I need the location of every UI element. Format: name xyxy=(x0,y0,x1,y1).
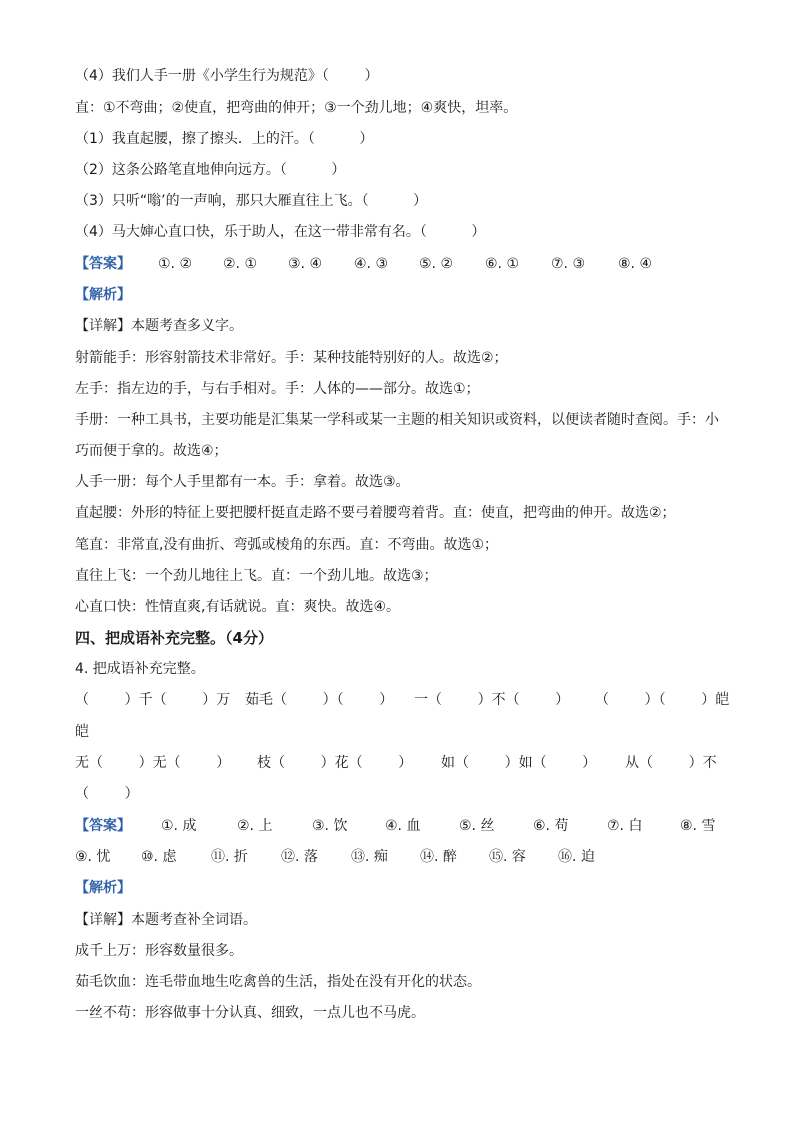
answer-item: ②. ① xyxy=(223,256,258,272)
analysis-line: 直往上飞：一个劲儿地往上飞。直：一个劲儿地。故选③； xyxy=(75,568,438,584)
analysis-line: 【详解】本题考查补全词语。 xyxy=(75,912,257,928)
answer-item: ①. 成 xyxy=(161,818,197,834)
idiom-row xyxy=(75,690,730,710)
answer-item: ②. 上 xyxy=(237,818,273,834)
answer-item: ⑤. ② xyxy=(419,256,454,272)
answer-item: ⑦. 白 xyxy=(607,818,643,834)
analysis-line: 一丝不苟：形容做事十分认真、细致，一点儿也不马虎。 xyxy=(75,1005,425,1021)
answer-item: ⑫. 落 xyxy=(281,849,318,865)
question-line: （2）这条公路笔直地伸向远方。（ ） xyxy=(75,162,346,178)
answer-item: ④. ③ xyxy=(354,256,389,272)
analysis-line: 射箭能手：形容射箭技术非常好。手：某种技能特别好的人。故选②； xyxy=(75,350,508,366)
answer-item: ⑨. 忧 xyxy=(75,849,111,865)
answer-item: ⑭. 醉 xyxy=(420,849,457,865)
analysis-line: 笔直：非常直,没有曲折、弯弧或棱角的东西。直：不弯曲。故选①； xyxy=(75,537,498,553)
answer-item: ⑥. 苟 xyxy=(533,818,569,834)
idiom-blank: （ ）千（ ）万 xyxy=(75,692,231,708)
answer-item: ⑧. ④ xyxy=(618,256,653,272)
answer-row xyxy=(75,254,695,274)
answer-item: ③. ④ xyxy=(288,256,323,272)
definition-line: 直：①不弯曲；②使直，把弯曲的伸开；③一个劲儿地；④爽快，坦率。 xyxy=(75,100,518,116)
analysis-line: 人手一册：每个人手里都有一本。手：拿着。故选③。 xyxy=(75,474,410,490)
answer-item: ④. 血 xyxy=(385,818,421,834)
idiom-blank: 无（ ）无（ ） xyxy=(75,755,231,771)
idiom-blank: 一（ ）不（ ） xyxy=(414,692,570,708)
idiom-blank: 枝（ ）花（ ） xyxy=(257,755,413,771)
question-line: （4）马大婶心直口快，乐于助人，在这一带非常有名。（ ） xyxy=(75,224,486,240)
analysis-line: 巧而便于拿的。故选④； xyxy=(75,443,228,459)
answer-item: ⑦. ③ xyxy=(551,256,586,272)
answer-item: ①. ② xyxy=(158,256,193,272)
question-line: 4. 把成语补充完整。 xyxy=(75,661,205,677)
answer-item: ⑯. 迫 xyxy=(558,849,595,865)
idiom-row xyxy=(75,753,720,773)
idiom-row-cont: 皑 xyxy=(75,724,89,740)
answer-item: ⑥. ① xyxy=(485,256,520,272)
question-line: （3）只听“嗡’的一声响，那只大雁直往上飞。（ ） xyxy=(75,193,428,209)
answer-item: ⑤. 丝 xyxy=(459,818,495,834)
analysis-line: 手册：一种工具书，主要功能是汇集某一学科或某一主题的相关知识或资料，以便读者随时查阅。手：小 xyxy=(75,412,719,428)
answer-tag: 【答案】 xyxy=(75,818,131,834)
answer-item: ⑧. 雪 xyxy=(680,818,716,834)
analysis-line: 直起腰：外形的特征上要把腰杆挺直走路不要弓着腰弯着背。直：使直，把弯曲的伸开。故选②； xyxy=(75,505,676,521)
analysis-tag: 【解析】 xyxy=(75,287,131,303)
idiom-blank: 如（ ）如（ ） xyxy=(441,755,597,771)
answer-row xyxy=(75,816,720,836)
analysis-line: 心直口快：性情直爽,有话就说。直：爽快。故选④。 xyxy=(75,599,400,615)
analysis-line: 左手：指左边的手，与右手相对。手：人体的——部分。故选①； xyxy=(75,381,480,397)
answer-item: ⑮. 容 xyxy=(489,849,526,865)
analysis-line: 成千上万：形容数量很多。 xyxy=(75,943,243,959)
idiom-blank: 从（ ）不 xyxy=(625,755,717,771)
answer-item: ③. 饮 xyxy=(312,818,348,834)
idiom-blank: （ ）（ ）皑 xyxy=(595,692,730,708)
answer-row xyxy=(75,847,615,867)
analysis-line: 【详解】本题考查多义字。 xyxy=(75,318,243,334)
analysis-line: 茹毛饮血：连毛带血地生吃禽兽的生活，指处在没有开化的状态。 xyxy=(75,974,481,990)
question-line: （4）我们人手一册《小学生行为规范》（ ） xyxy=(75,68,379,84)
answer-item: ⑪. 折 xyxy=(211,849,248,865)
analysis-tag: 【解析】 xyxy=(75,880,131,896)
answer-tag: 【答案】 xyxy=(75,256,131,272)
question-line: （1）我直起腰，擦了擦头．上的汗。（ ） xyxy=(75,131,374,147)
answer-item: ⑬. 痴 xyxy=(351,849,388,865)
idiom-blank: 茹毛（ ）（ ） xyxy=(245,692,394,708)
answer-item: ⑩. 虑 xyxy=(141,849,177,865)
idiom-row-cont: （ ） xyxy=(75,786,139,802)
section-title: 四、把成语补充完整。（4分） xyxy=(75,629,273,647)
